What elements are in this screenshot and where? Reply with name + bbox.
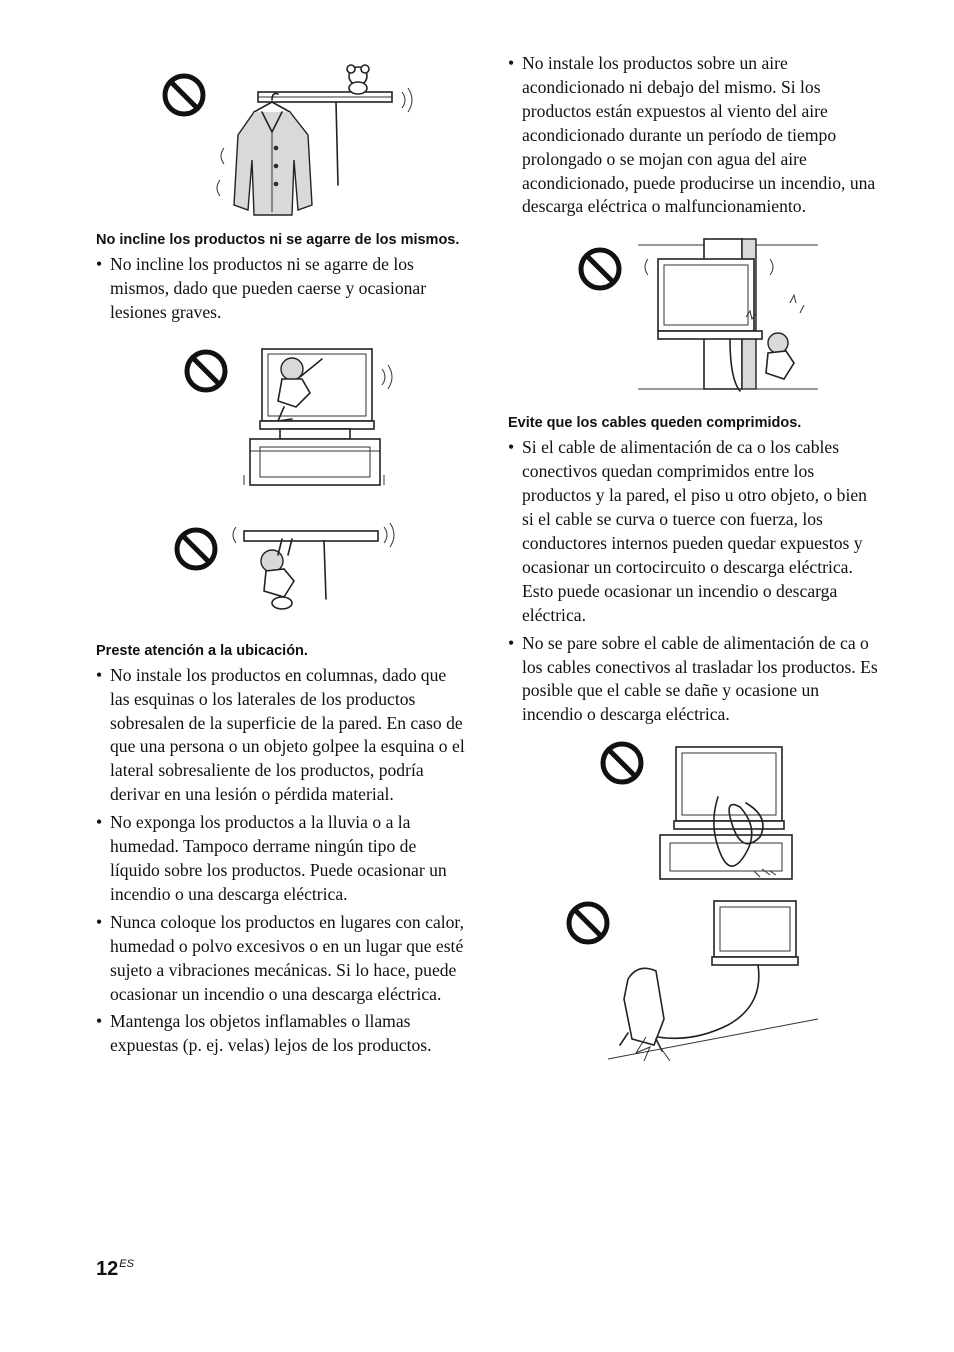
right-column: [508, 52, 880, 1073]
section-heading-location: Preste atención a la ubicación.: [96, 642, 308, 659]
child-climbing-tv-illustration: [96, 339, 468, 507]
bullet-list-cables: [508, 436, 880, 727]
cable-under-chair-illustration: [508, 899, 880, 1073]
left-column: [96, 40, 468, 1062]
bullet-list-location: [96, 664, 468, 1059]
language-suffix: ES: [119, 1258, 134, 1270]
bullet-item: • Mantenga los objetos inflamables o llamas expuestas (p. ej. velas) lejos de los productos.: [96, 1010, 468, 1058]
page-number: [96, 1258, 134, 1281]
section-tilt: [96, 232, 468, 325]
bullet-item: • Nunca coloque los productos en lugares con calor, humedad o polvo excesivos o en un lugar que esté sujeto a vibraciones mecánicas. Si lo hace, puede ocasionar un incendio o una descarga eléctrica.: [96, 911, 468, 1007]
bullet-item: • No se pare sobre el cable de alimentación de ca o los cables conectivos al trasladar los productos. Es posible que el cable se dañe y ocasione un incendio o descarga eléctrica.: [508, 632, 880, 728]
page-number-value: 12: [96, 1258, 119, 1280]
section-heading-tilt: No incline los productos ni se agarre de los mismos.: [96, 232, 460, 248]
bullet-item: • No exponga los productos a la lluvia o a la humedad. Tampoco derrame ningún tipo de líquido sobre los productos. Puede ocasionar un incendio o una descarga eléctrica.: [96, 811, 468, 907]
no-symbol-icon: [603, 744, 641, 782]
child-hanging-from-bar-illustration: [96, 519, 468, 615]
coat-hanging-on-bar-illustration: [96, 40, 468, 222]
section-cables: [508, 415, 880, 727]
section-heading-cables: Evite que los cables queden comprimidos.: [508, 415, 802, 432]
cables-tangled-illustration: [508, 737, 880, 897]
bullet-item: • No instale los productos en columnas, dado que las esquinas o los laterales de los productos sobresalen de la superficie de la pared. En caso de que una persona o un objeto golpee la esquina o el lateral sobresaliente de los productos, podría derivar en una lesión o pérdida material.: [96, 664, 468, 807]
no-symbol-icon: [581, 250, 619, 288]
bullet-list-air-conditioner: [508, 52, 880, 219]
bullet-item: • Si el cable de alimentación de ca o los cables conectivos quedan comprimidos entre los productos y la pared, el piso u otro objeto, o bien si el cable se curva o tuerce con fuerza, los conductores internos pueden quedar expuestos y ocasionar un cortocircuito o descarga eléctrica. Esto puede ocasionar un incendio o descarga eléctrica.: [508, 436, 880, 627]
no-symbol-icon: [187, 352, 225, 390]
no-symbol-icon: [177, 530, 215, 568]
tv-near-column-illustration: [508, 231, 880, 401]
section-location: [96, 643, 468, 1059]
bullet-item: • No incline los productos ni se agarre de los mismos, dado que pueden caerse y ocasionar lesiones graves.: [96, 253, 468, 325]
no-symbol-icon: [165, 76, 203, 114]
bullet-list-tilt: [96, 253, 468, 325]
bullet-item: • No instale los productos sobre un aire acondicionado ni debajo del mismo. Si los productos están expuestos al viento del aire acondicionado durante un período de tiempo prolongado o se mojan con agua del aire acondicionado, puede producirse un incendio, una descarga eléctrica o malfuncionamiento.: [508, 52, 880, 219]
no-symbol-icon: [569, 904, 607, 942]
